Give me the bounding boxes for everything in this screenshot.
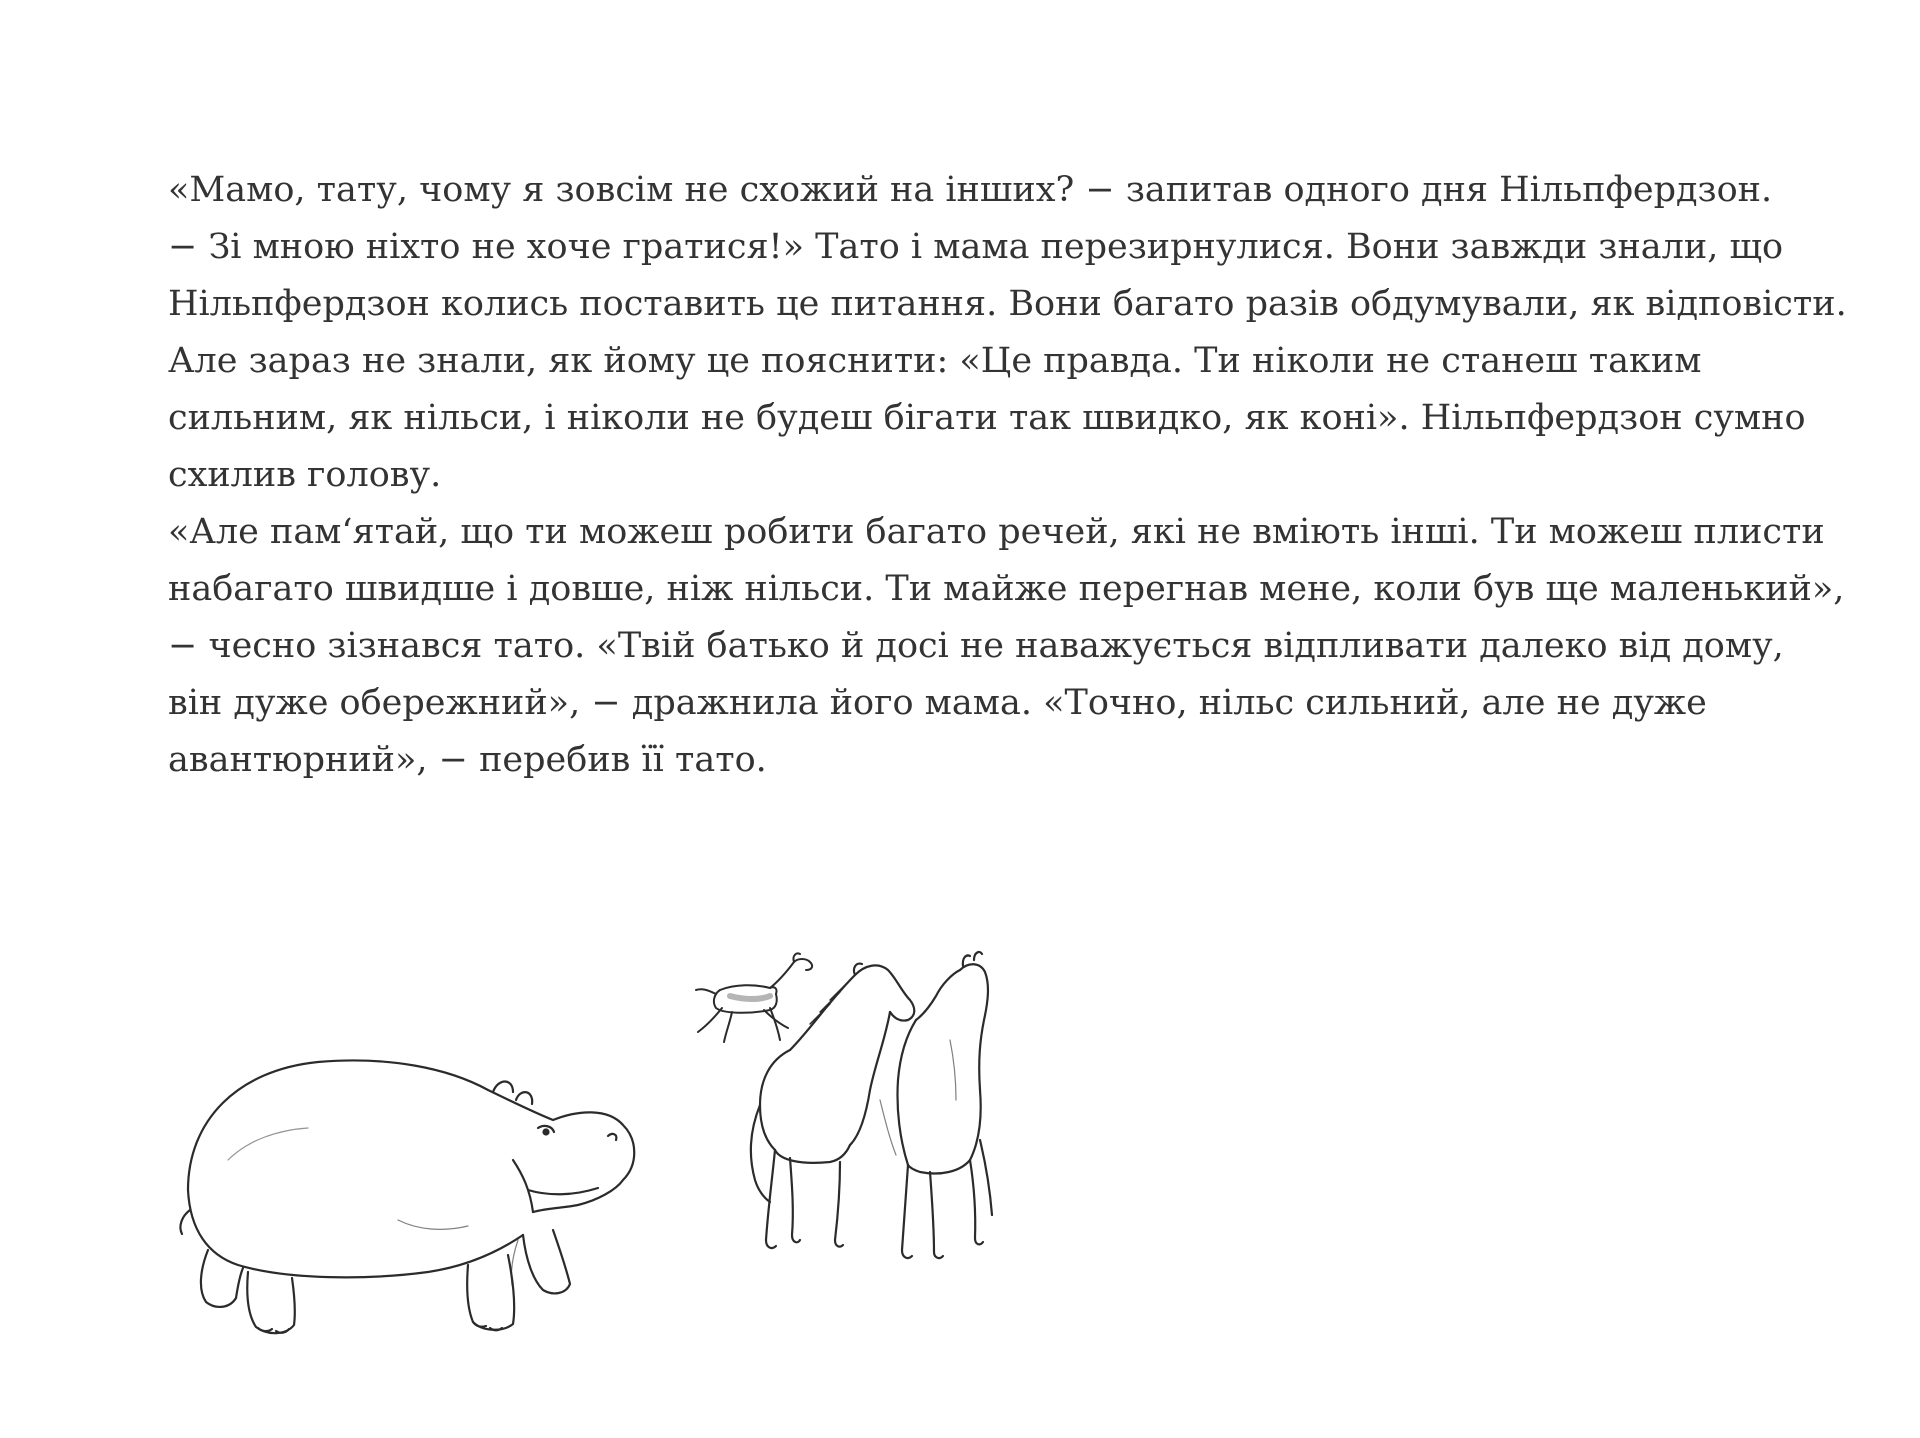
hippo-drawing — [168, 1040, 648, 1360]
story-line-4: Але зараз не знали, як йому це пояснити: «Це правда. Ти ніколи не станеш таким — [168, 341, 1702, 381]
running-foal-drawing — [690, 950, 820, 1050]
story-line-7: «Але пам‘ятай, що ти можеш робити багато речей, які не вміють інші. Ти можеш плисти — [168, 512, 1825, 552]
story-line-10: він дуже обережний», − дражнила його мама. «Точно, нільс сильний, але не дуже — [168, 683, 1707, 723]
story-line-9: − чесно зізнався тато. «Твій батько й досі не наважується відпливати далеко від дому, — [168, 626, 1784, 666]
story-text — [168, 162, 1847, 789]
story-line-8: набагато швидше і довше, ніж нільси. Ти майже перегнав мене, коли був ще маленький», — [168, 569, 1845, 609]
story-line-1: «Мамо, тату, чому я зовсім не схожий на інших? − запитав одного дня Нільпфердзон. — [168, 170, 1773, 210]
story-line-11: авантюрний», − перебив її тато. — [168, 740, 767, 780]
story-line-5: сильним, як нільси, і ніколи не будеш бігати так швидко, як коні». Нільпфердзон сумно — [168, 398, 1806, 438]
story-line-2: − Зі мною ніхто не хоче гратися!» Тато і мама перезирнулися. Вони завжди знали, що — [168, 227, 1784, 267]
story-line-3: Нільпфердзон колись поставить це питання. Вони багато разів обдумували, як відповісти. — [168, 284, 1847, 324]
story-line-6: схилив голову. — [168, 455, 442, 495]
